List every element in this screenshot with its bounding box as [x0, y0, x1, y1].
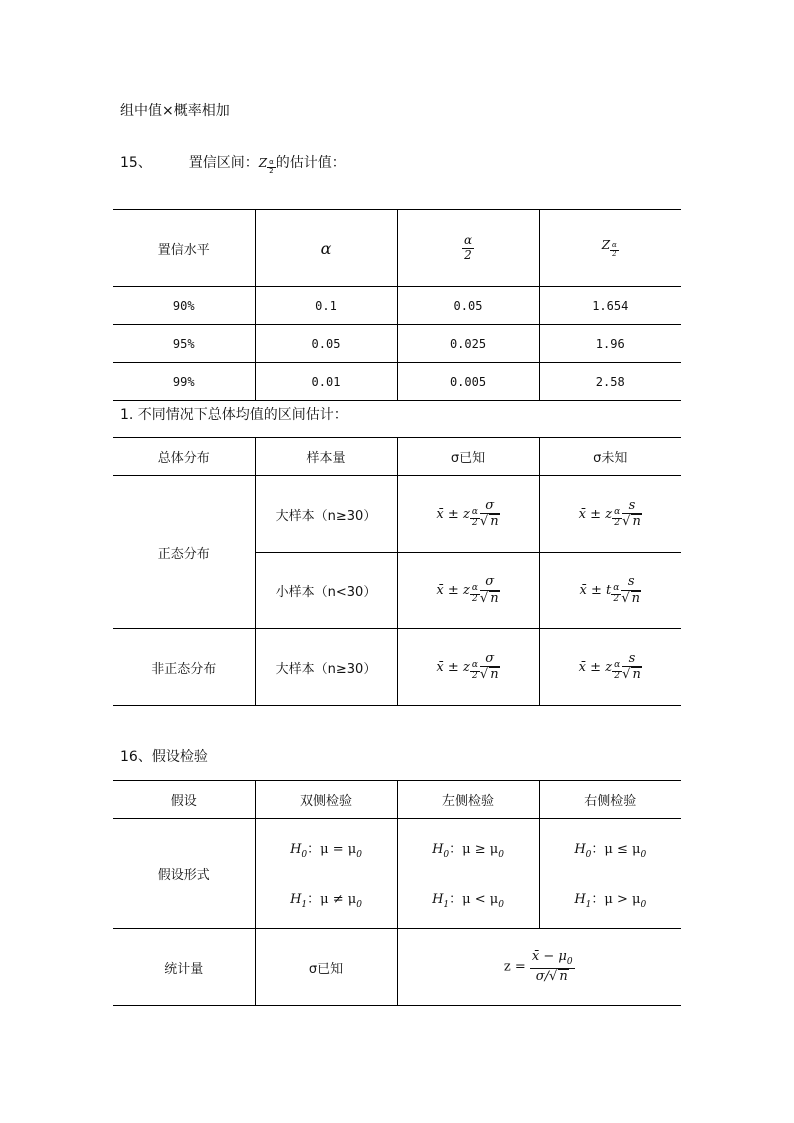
cell-large-sample: 大样本（n≥30） [255, 476, 397, 553]
header-hypothesis: 假设 [113, 781, 255, 819]
cell: 1.654 [539, 287, 681, 325]
section-suffix: 的估计值： [275, 155, 346, 171]
h0-right: $H_0$：$\mu \le \mu_0$ [574, 841, 647, 860]
table-header-row [113, 438, 681, 476]
formula-z-sigma: x̄ ± z $\frac{\alpha}{2}$ $\frac{\sigma}{√ n}$ [397, 553, 539, 629]
section-label: 置信区间： [188, 155, 259, 171]
cell-two-tailed-hyp [255, 819, 397, 929]
hypothesis-test-table [113, 780, 681, 1006]
table-header-row [113, 781, 681, 819]
table-row [113, 629, 681, 706]
header-sigma-known: σ已知 [397, 438, 539, 476]
cell-normal: 正态分布 [113, 476, 255, 629]
header-alpha: α [255, 210, 397, 287]
header-z-alpha-half: Z $\frac{\alpha}{2}$ [539, 210, 681, 287]
header-population: 总体分布 [113, 438, 255, 476]
cell-nonnormal: 非正态分布 [113, 629, 255, 706]
cell: 0.01 [255, 363, 397, 401]
formula-z-statistic: z = $\frac{x̄ - \mu_0}{\sigma/√ n}$ [397, 929, 681, 1006]
header-two-tailed: 双侧检验 [255, 781, 397, 819]
section-1-heading: 1. 不同情况下总体均值的区间估计： [120, 407, 348, 423]
table-row [113, 363, 681, 401]
h0-two: $H_0$：$\mu = \mu_0$ [290, 841, 362, 860]
header-sample-size: 样本量 [255, 438, 397, 476]
z-subscript: $\frac{\alpha}{2}$ [269, 158, 274, 175]
section-15-heading [120, 152, 346, 176]
cell-sigma-known: σ已知 [255, 929, 397, 1006]
header-confidence-level: 置信水平 [113, 210, 255, 287]
cell-large-sample: 大样本（n≥30） [255, 629, 397, 706]
header-alpha-half: $\frac{\alpha}{2}$ [397, 210, 539, 287]
cell: 2.58 [595, 374, 625, 389]
h0-left: $H_0$：$\mu \ge \mu_0$ [432, 841, 504, 860]
table-row [113, 929, 681, 1006]
table-header-row [113, 210, 681, 287]
table-row [113, 325, 681, 363]
cell: 90% [113, 287, 255, 325]
cell-left-tailed-hyp [397, 819, 539, 929]
cell: 0.05 [397, 287, 539, 325]
cell-statistic: 统计量 [113, 929, 255, 1006]
h1-two: $H_1$：$\mu \ne \mu_0$ [290, 891, 362, 910]
table-row [113, 287, 681, 325]
cell: 0.1 [255, 287, 397, 325]
section-16-heading: 16、假设检验 [120, 749, 208, 765]
intro-line: 组中值×概率相加 [120, 103, 230, 119]
mean-interval-table [113, 437, 681, 706]
formula-z-s: x̄ ± z $\frac{\alpha}{2}$ $\frac{s}{√ n}$ [539, 476, 681, 553]
table-row [113, 476, 681, 553]
cell-small-sample: 小样本（n<30） [255, 553, 397, 629]
cell-hypothesis-form: 假设形式 [113, 819, 255, 929]
formula-t-s: x̄ ± t $\frac{\alpha}{2}$ $\frac{s}{√ n}$ [539, 553, 681, 629]
header-sigma-unknown: σ未知 [539, 438, 681, 476]
z-symbol: Z [258, 156, 268, 170]
cell: 0.05 [255, 325, 397, 363]
cell: 1.96 [539, 325, 681, 363]
cell: 99% [113, 363, 255, 401]
cell: 95% [113, 325, 255, 363]
table-row [113, 819, 681, 929]
h1-right: $H_1$：$\mu > \mu_0$ [574, 891, 647, 910]
header-right-tailed: 右侧检验 [539, 781, 681, 819]
formula-z-sigma: x̄ ± z $\frac{\alpha}{2}$ $\frac{\sigma}{√ n}$ [397, 629, 539, 706]
cell: 0.025 [397, 325, 539, 363]
formula-z-sigma: x̄ ± z $\frac{\alpha}{2}$ $\frac{\sigma}{√ n}$ [397, 476, 539, 553]
cell-right-tailed-hyp [539, 819, 681, 929]
header-left-tailed: 左侧检验 [397, 781, 539, 819]
cell: 0.005 [397, 363, 539, 401]
confidence-level-table [113, 209, 681, 401]
h1-left: $H_1$：$\mu < \mu_0$ [432, 891, 504, 910]
formula-z-s: x̄ ± z $\frac{\alpha}{2}$ $\frac{s}{√ n}$ [539, 629, 681, 706]
section-number: 15、 [120, 155, 152, 171]
